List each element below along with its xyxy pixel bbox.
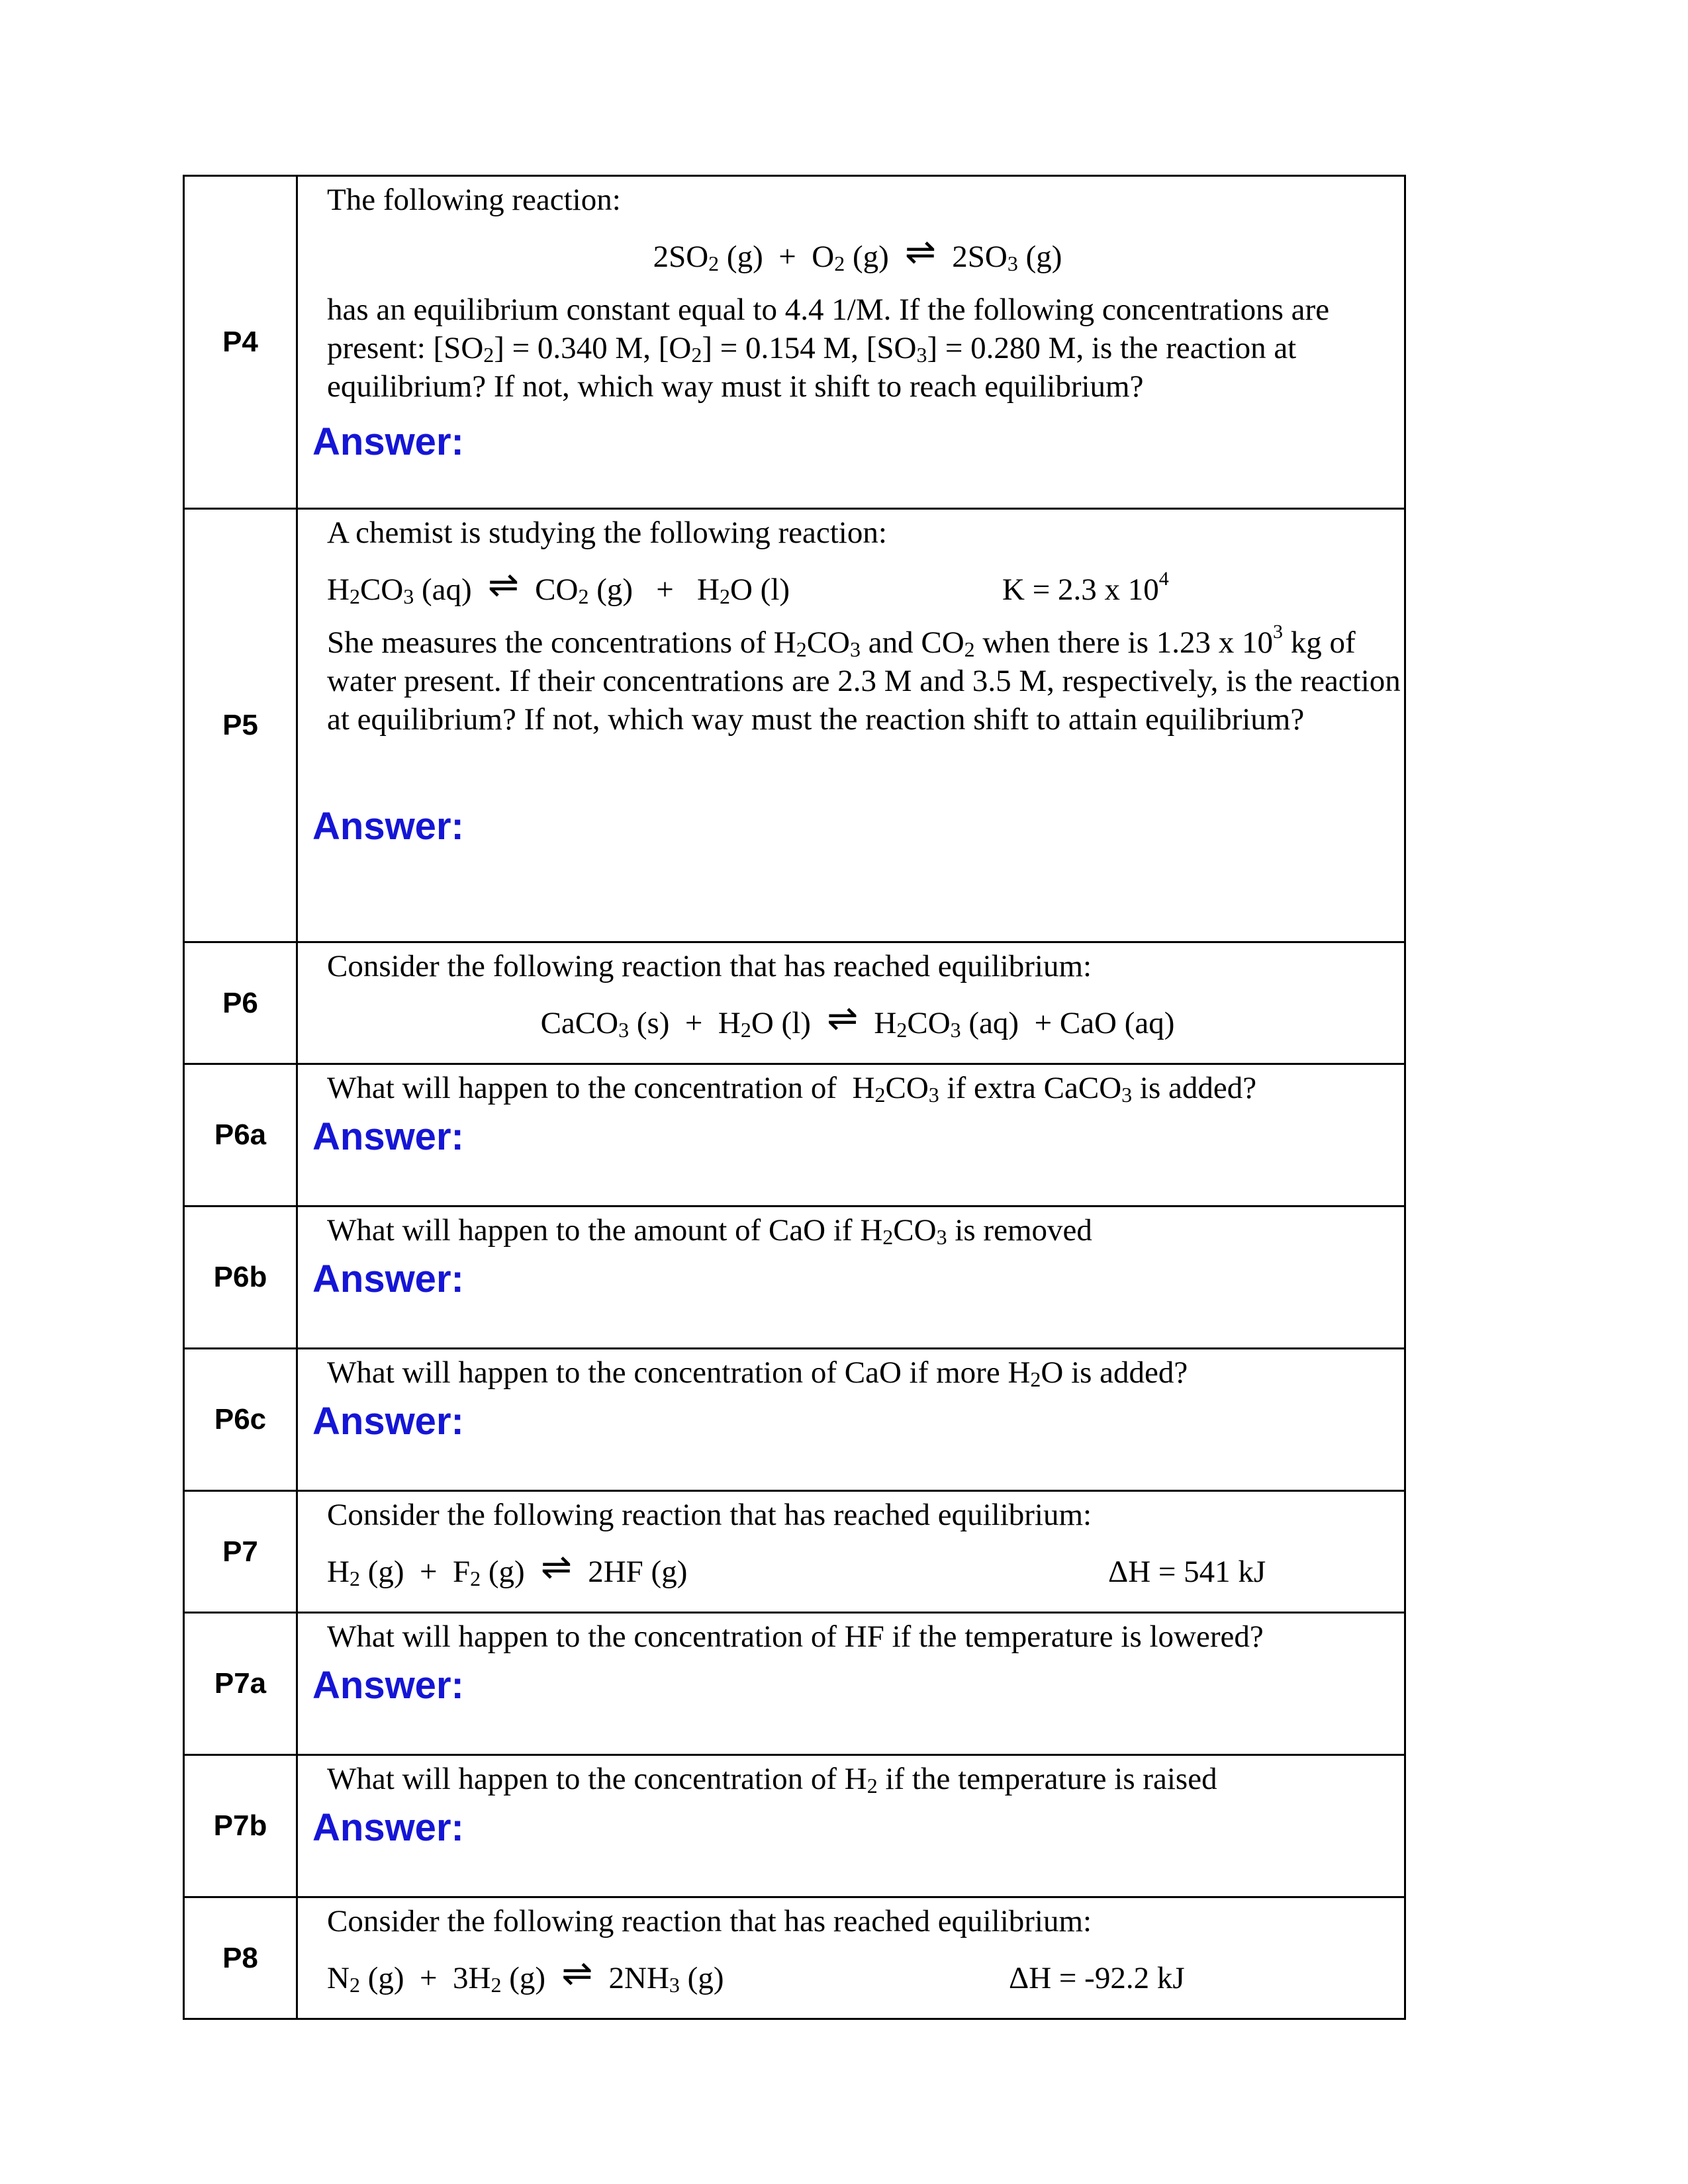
row-p6b — [184, 1206, 1405, 1349]
equilibrium-arrow-icon: ⇌ — [827, 998, 859, 1039]
problem-label-p4: P4 — [184, 176, 297, 509]
p5-equilibrium-constant: K = 2.3 x $10^4$ — [1002, 568, 1169, 607]
problem-label-p6: P6 — [184, 942, 297, 1064]
problem-body-p7b — [297, 1755, 1405, 1897]
answer-label-p6a: Answer: — [312, 1115, 464, 1158]
p4-intro: The following reaction: — [327, 183, 621, 217]
p6a-question: What will happen to the concentration of $H_2CO_3$ if extra CaCO$_3$ is added? — [327, 1071, 1257, 1107]
p7-intro: Consider the following reaction that has reached equilibrium: — [327, 1498, 1092, 1532]
problem-body-p7a — [297, 1613, 1405, 1755]
p8-enthalpy: ΔH = -92.2 kJ — [1009, 1961, 1185, 1995]
answer-label-p6c: Answer: — [312, 1400, 464, 1443]
row-p8 — [184, 1897, 1405, 2019]
answer-label-p4: Answer: — [312, 420, 464, 463]
p8-equation: $N_2$ $(g) + 3H_2$ (g) ⇌ $2NH_3$ (g) ΔH = -92.2 kJ — [327, 1953, 1185, 1997]
p7-enthalpy: ΔH = 541 kJ — [1108, 1555, 1266, 1589]
row-p5 — [184, 509, 1405, 942]
row-p6 — [184, 942, 1405, 1064]
problem-body-p6c — [297, 1349, 1405, 1491]
answer-label-p7a: Answer: — [312, 1664, 464, 1707]
problem-label-p6b: P6b — [184, 1206, 297, 1349]
row-p6c — [184, 1349, 1405, 1491]
problem-label-p6c: P6c — [184, 1349, 297, 1491]
p6-equation: CaCO$_3$ $(s) + H_2O$ (l) ⇌ $H_2CO_3$ (aq) + CaO (aq) — [540, 998, 1175, 1042]
p7a-question: What will happen to the concentration of HF if the temperature is lowered? — [327, 1619, 1264, 1654]
row-p4 — [184, 176, 1405, 509]
row-p7a — [184, 1613, 1405, 1755]
row-p7 — [184, 1491, 1405, 1613]
problem-body-p5 — [297, 509, 1405, 942]
problem-label-p7b: P7b — [184, 1755, 297, 1897]
problem-label-p7a: P7a — [184, 1613, 297, 1755]
answer-label-p5: Answer: — [312, 805, 464, 848]
equilibrium-arrow-icon: ⇌ — [561, 1953, 593, 1994]
problem-table — [183, 175, 1406, 2020]
p5-question: She measures the concentrations of $H_2CO_3$ and $CO_2$ when there is 1.23 x $10^3$ kg of water present. If their concentrations are 2.3 M and 3.5 M, respectively, is the reaction at equilibrium? If not, which way must the reaction shift to attain equilibrium? — [327, 621, 1401, 737]
problem-label-p5: P5 — [184, 509, 297, 942]
row-p7b — [184, 1755, 1405, 1897]
p6b-question: What will happen to the amount of CaO if $H_2CO_3$ is removed — [327, 1213, 1092, 1249]
problem-body-p8 — [297, 1897, 1405, 2019]
p4-equation: $2SO_2$ $(g) + O_2$ (g) ⇌ $2SO_3$ (g) — [653, 232, 1062, 275]
p4-question: has an equilibrium constant equal to 4.4 1/M. If the following concentrations are present: $[SO_2] = 0.340$ M, $[O_2] = 0.154$ M, $[SO_3] = 0.280$ M, is the reaction at equilibrium? If not, which way must it shift to reach equilibrium? — [327, 293, 1330, 404]
row-p6a — [184, 1064, 1405, 1206]
p5-equation: $H_2CO_3$ (aq) ⇌ $CO_2$ $(g) + H_2O$ (l) K = 2.3 x $10^4$ — [327, 565, 1169, 608]
equilibrium-arrow-icon: ⇌ — [541, 1547, 572, 1588]
problem-body-p6 — [297, 942, 1405, 1064]
p8-intro: Consider the following reaction that has reached equilibrium: — [327, 1904, 1092, 1938]
answer-label-p6b: Answer: — [312, 1257, 464, 1300]
equilibrium-arrow-icon: ⇌ — [905, 232, 936, 273]
p7b-question: What will happen to the concentration of $H_2$ if the temperature is raised — [327, 1762, 1217, 1797]
problem-label-p8: P8 — [184, 1897, 297, 2019]
p5-intro: A chemist is studying the following reaction: — [327, 516, 887, 550]
problem-label-p7: P7 — [184, 1491, 297, 1613]
p7-equation: $H_2$ $(g) + F_2$ (g) ⇌ 2HF (g) ΔH = 541 kJ — [327, 1547, 1266, 1590]
p6c-question: What will happen to the concentration of CaO if more $H_2O$ is added? — [327, 1355, 1188, 1391]
problem-label-p6a: P6a — [184, 1064, 297, 1206]
problem-body-p7 — [297, 1491, 1405, 1613]
equilibrium-arrow-icon: ⇌ — [487, 565, 519, 606]
answer-label-p7b: Answer: — [312, 1806, 464, 1849]
p6-intro: Consider the following reaction that has reached equilibrium: — [327, 949, 1092, 983]
problem-body-p6a — [297, 1064, 1405, 1206]
problem-body-p4 — [297, 176, 1405, 509]
problem-body-p6b — [297, 1206, 1405, 1349]
